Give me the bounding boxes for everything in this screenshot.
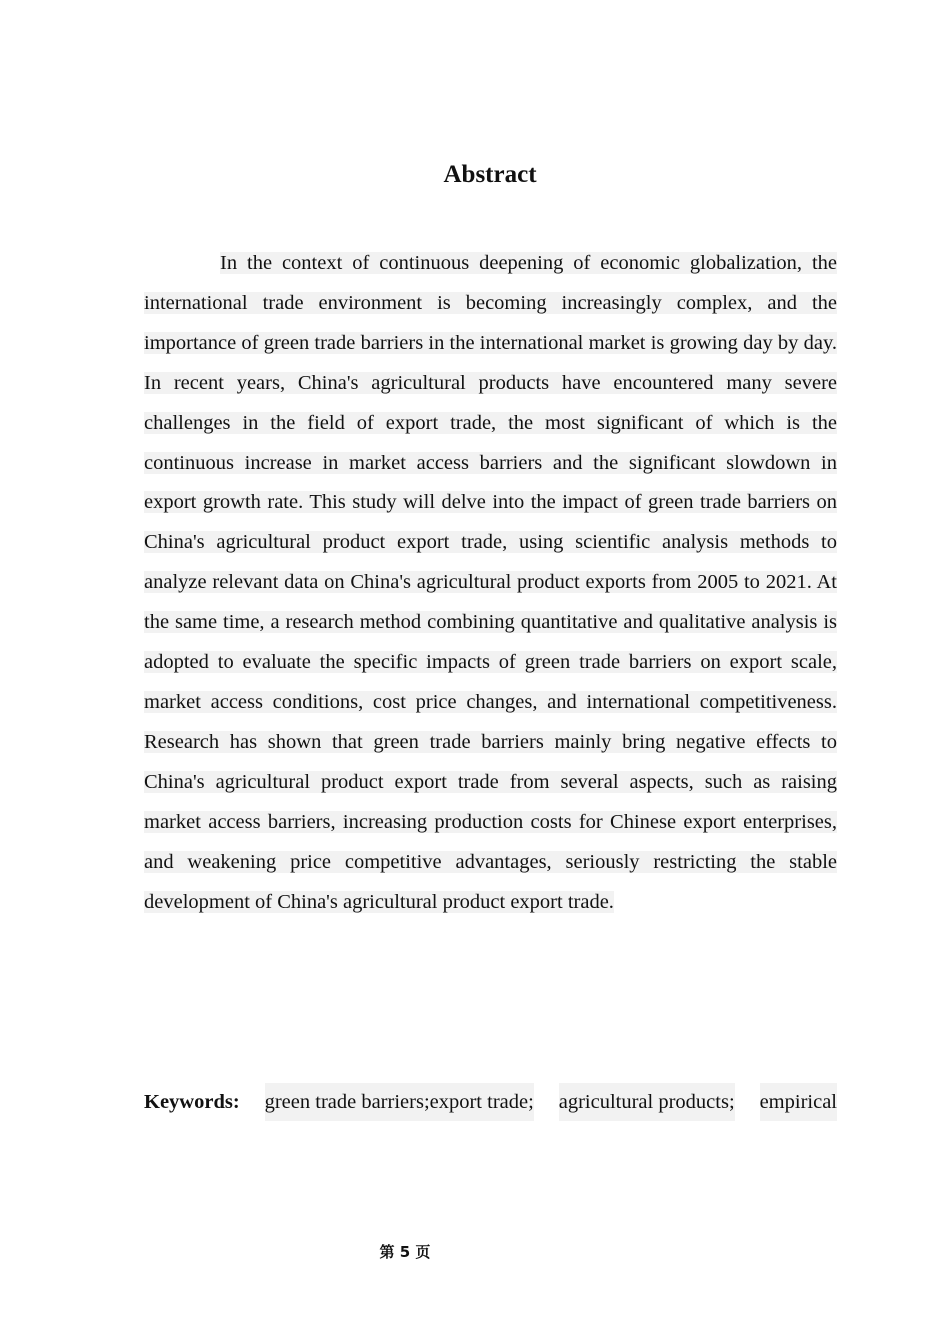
page-title: Abstract xyxy=(443,161,537,188)
abstract-text: In the context of continuous deepening of economic globalization, the international trade environment is becoming increasingly complex, and the importance of green trade barriers in the international market is growing day by day. In recent years, China's agricultural products have encountered many severe challenges in the field of export trade, the most significant of which is the continuous increase in market access barriers and the significant slowdown in export growth rate. This study will delve into the impact of green trade barriers on China's agricultural product export trade, using scientific analysis methods to analyze relevant data on China's agricultural product exports from 2005 to 2021. At the same time, a research method combining quantitative and qualitative analysis is adopted to evaluate the specific impacts of green trade barriers on export scale, market access conditions, cost price changes, and international competitiveness. Research has shown that green trade barriers mainly bring negative effects to China's agricultural product export trade from several aspects, such as raising market access barriers, increasing production costs for Chinese export enterprises, and weakening price competitive advantages, seriously restricting the stable development of China's agricultural product export trade. xyxy=(144,252,837,913)
abstract-paragraph xyxy=(144,244,837,922)
keyword-item: green trade barriers;export trade; xyxy=(265,1083,534,1121)
keyword-item: empirical xyxy=(760,1083,837,1121)
keywords-label: Keywords: xyxy=(144,1091,240,1113)
keywords-line xyxy=(144,1083,837,1121)
page-number: 第 5 页 xyxy=(379,1243,431,1261)
keyword-item: agricultural products; xyxy=(559,1083,735,1121)
